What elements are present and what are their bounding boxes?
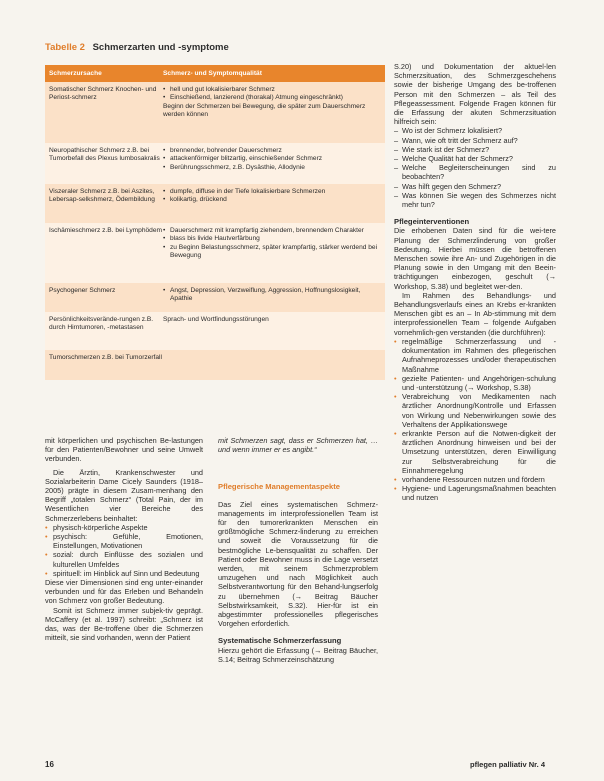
paragraph: mit körperlichen und psychischen Be-lastungen für den Patienten/Bewohner und seine Umwelt verbunden. bbox=[45, 436, 203, 464]
table-row bbox=[45, 283, 385, 312]
quality-item: • zu Beginn Belastungsschmerz, später krampfartig, stärker werdend bei Bewegung bbox=[163, 244, 381, 261]
row-quality bbox=[163, 227, 381, 260]
table-row bbox=[45, 350, 385, 380]
table-row bbox=[45, 223, 385, 283]
subsection-heading: Systematische Schmerzerfassung bbox=[218, 636, 342, 646]
quality-item: • hell und gut lokalisierbarer Schmerz bbox=[163, 86, 381, 94]
paragraph: S.20) und Dokumentation der aktuel-len Schmerzsituation, des Schmerzgeschehens sowie der bisherige Umgang des be-troffenen Person mit den Schmerzen – als Teil des Pflegeassessment. Folgende Fragen können für die Erfassung der akuten Schmerzsituation hilfreich sein: bbox=[394, 62, 556, 127]
quality-item: • Einschießend, lanzierend (thorakal) Atmung eingeschränkt) bbox=[163, 94, 381, 102]
table-header-quality: Schmerz- und Symptomqualität bbox=[163, 70, 262, 77]
list-item: • vorhandene Ressourcen nutzen und fördern bbox=[394, 475, 556, 484]
quality-note: Sprach- und Wortfindungsstörungen bbox=[163, 316, 269, 323]
table-header-cause: Schmerzursache bbox=[49, 70, 102, 77]
middle-column bbox=[218, 436, 378, 664]
quote: mit Schmerzen sagt, dass er Schmerzen hat, … und wenn immer er es angibt.“ bbox=[218, 436, 378, 455]
subsection-heading: Pflegeinterventionen bbox=[394, 217, 470, 227]
journal-name: pflegen palliativ Nr. 4 bbox=[470, 760, 546, 769]
dimension-list bbox=[45, 523, 203, 578]
list-item: • Verabreichung von Medikamenten nach ärztlicher Anordnung/Kontrolle und Erfassen von Wirkung und Nebenwirkungen sowie des Verhaltens der Applikationswege bbox=[394, 392, 556, 429]
paragraph: Im Rahmen des Behandlungs- und Behandlungsverlaufs eines an Krebs er-krankten Menschen gibt es an – In Ab-stimmung mit dem interprofessionellen Team – folgende Aufgaben vornehmlich-gen verstanden (die durchführen): bbox=[394, 290, 556, 337]
paragraph: Hierzu gehört die Erfassung (→ Beitrag Bäucher, S.14; Beitrag Schmerzeinschätzung bbox=[218, 645, 378, 664]
quality-item: • kolikartig, drückend bbox=[163, 196, 381, 204]
row-cause: Tumorschmerzen z.B. bei Tumorzerfall bbox=[49, 354, 162, 361]
paragraph: Die Ärztin, Krankenschwester und Sozialarbeiterin Dame Cicely Saunders (1918–2005) prägte in diesem Zusam-menhang den Begriff „totalen Schmerz“ (Total Pain, der im Wesentlichen vier Bereiche des Schmerzerlebens beinhaltet: bbox=[45, 467, 203, 523]
page-number: 16 bbox=[45, 760, 54, 769]
list-item: • erkrankte Person auf die Notwen-digkeit der ärztlichen Anordnung hinweisen und bei der Umsetzung unterstützen, deren Einwilligung zur Selbstverabreichung für die Einnahmeregelung bbox=[394, 429, 556, 475]
list-item: – Was hilft gegen den Schmerz? bbox=[394, 182, 556, 191]
row-quality bbox=[163, 316, 381, 324]
row-quality bbox=[163, 86, 381, 119]
table-caption bbox=[45, 42, 229, 53]
list-item: – Wann, wie oft tritt der Schmerz auf? bbox=[394, 136, 556, 145]
caption-label: Tabelle 2 bbox=[45, 42, 85, 53]
quality-item: • Dauerschmerz mit krampfartig ziehendem, brennendem Charakter bbox=[163, 227, 381, 235]
paragraph: Somit ist Schmerz immer subjek-tiv geprägt. McCaffery (et al. 1997) schreibt: „Schmerz ist das, was der Be-troffene über die Schmerzen mitteilt, sie sind vorhanden, wenn der Patient bbox=[45, 605, 203, 643]
section-heading: Pflegerische Managementaspekte bbox=[218, 482, 340, 492]
quality-item: • dumpfe, diffuse in der Tiefe lokalisierbare Schmerzen bbox=[163, 188, 381, 196]
paragraph: Diese vier Dimensionen sind eng unter-einander verbunden und für das Erleben und Behandeln von Schmerz von großer Bedeutung. bbox=[45, 578, 203, 606]
row-cause: Viszeraler Schmerz z.B. bei Aszites, Lebersap-selkshmerz, Ödembildung bbox=[49, 188, 155, 204]
caption-title: Schmerzarten und -symptome bbox=[92, 42, 229, 53]
list-item: • Hygiene- und Lagerungsmaßnahmen beachten und nutzen bbox=[394, 484, 556, 502]
row-cause: Neuropathischer Schmerz z.B. bei Tumorbefall des Plexus lumbosakralis bbox=[49, 147, 160, 163]
list-item: • physisch-körperliche Aspekte bbox=[45, 523, 203, 532]
list-item: – Was können Sie wegen des Schmerzes nicht mehr tun? bbox=[394, 191, 556, 209]
table-header-row bbox=[45, 65, 385, 82]
quality-item: • blass bis livide Hautverfärbung bbox=[163, 235, 381, 243]
row-quality bbox=[163, 188, 381, 205]
paragraph: Das Ziel eines systematischen Schmerz-managements im interprofessionellen Team ist für den tumorerkrankten Menschen ein größtmögliche Schmerz-linderung zu erreichen und soweit die Voraussetzung für die bestmögliche Le-bensqualität zu schaffen. Der Patient oder Bewohner muss in die Lage versetzt werden, mit seinem Schmerzproblem umzugehen und nach Möglichkeit auch Selbstverantwortung für den Behand-lungserfolg zu übernehmen (→ Beitrag Bäucher Selbstwirksamkeit, S.32). Hier-für ist ein abgestimmter professionelles pflegerisches Vorgehen erforderlich. bbox=[218, 499, 378, 629]
list-item: – Welche Qualität hat der Schmerz? bbox=[394, 154, 556, 163]
list-item: • regelmäßige Schmerzerfassung und -dokumentation im Rahmen des pflegerischen Aufnahmeprozesses und/oder therapeutischen Maßnahme bbox=[394, 337, 556, 374]
row-quality bbox=[163, 287, 381, 304]
row-cause: Somatischer Schmerz Knochen- und Periost-schmerz bbox=[49, 86, 157, 102]
paragraph: Die erhobenen Daten sind für die wei-tere Planung der Schmerzlinderung von großer Bedeutung. Hierbei müssen die betroffenen Menschen sowie ihre An- und Zugehörigen in die Planung sowie in den Umgang mit den Beein-trächtigungen einbezogen, geschult (→ Workshop, S.38) und begleitet wer-den. bbox=[394, 226, 556, 291]
list-item: • gezielte Patienten- und Angehörigen-schulung und -unterstützung (→ Workshop, S.38) bbox=[394, 374, 556, 392]
list-item: – Wie stark ist der Schmerz? bbox=[394, 145, 556, 154]
table-row bbox=[45, 82, 385, 143]
pain-types-table bbox=[45, 65, 385, 380]
list-item: – Welche Begleiterscheinungen sind zu beobachten? bbox=[394, 163, 556, 181]
quality-note: Beginn der Schmerzen bei Bewegung, die später zum Dauerschmerz werden können bbox=[163, 102, 366, 118]
quality-item: • brennender, bohrender Dauerschmerz bbox=[163, 147, 381, 155]
list-item: • spirituell: im Hinblick auf Sinn und Bedeutung bbox=[45, 569, 203, 578]
left-column bbox=[45, 436, 203, 642]
list-item: • sozial: durch Einflüsse des sozialen und kulturellen Umfeldes bbox=[45, 550, 203, 568]
row-quality bbox=[163, 147, 381, 172]
right-column bbox=[394, 62, 556, 503]
task-list bbox=[394, 337, 556, 503]
row-cause: Psychogener Schmerz bbox=[49, 287, 116, 294]
list-item: – Wo ist der Schmerz lokalisiert? bbox=[394, 126, 556, 135]
quality-item: • attackenförmiger blitzartig, einschießender Schmerz bbox=[163, 155, 381, 163]
quality-item: • Angst, Depression, Verzweiflung, Aggression, Hoffnungslosigkeit, Apathie bbox=[163, 287, 381, 304]
row-cause: Ischämieschmerz z.B. bei Lymphödem bbox=[49, 227, 162, 234]
quality-item: • Berührungsschmerz, z.B. Dysästhie, Allodynie bbox=[163, 164, 381, 172]
table-row bbox=[45, 143, 385, 184]
table-row bbox=[45, 184, 385, 223]
table-row bbox=[45, 312, 385, 350]
row-cause: Persönlichkeitsverände-rungen z.B. durch Hirntumoren, -metastasen bbox=[49, 316, 154, 332]
question-list bbox=[394, 126, 556, 209]
list-item: • psychisch: Gefühle, Emotionen, Einstellungen, Motivationen bbox=[45, 532, 203, 550]
